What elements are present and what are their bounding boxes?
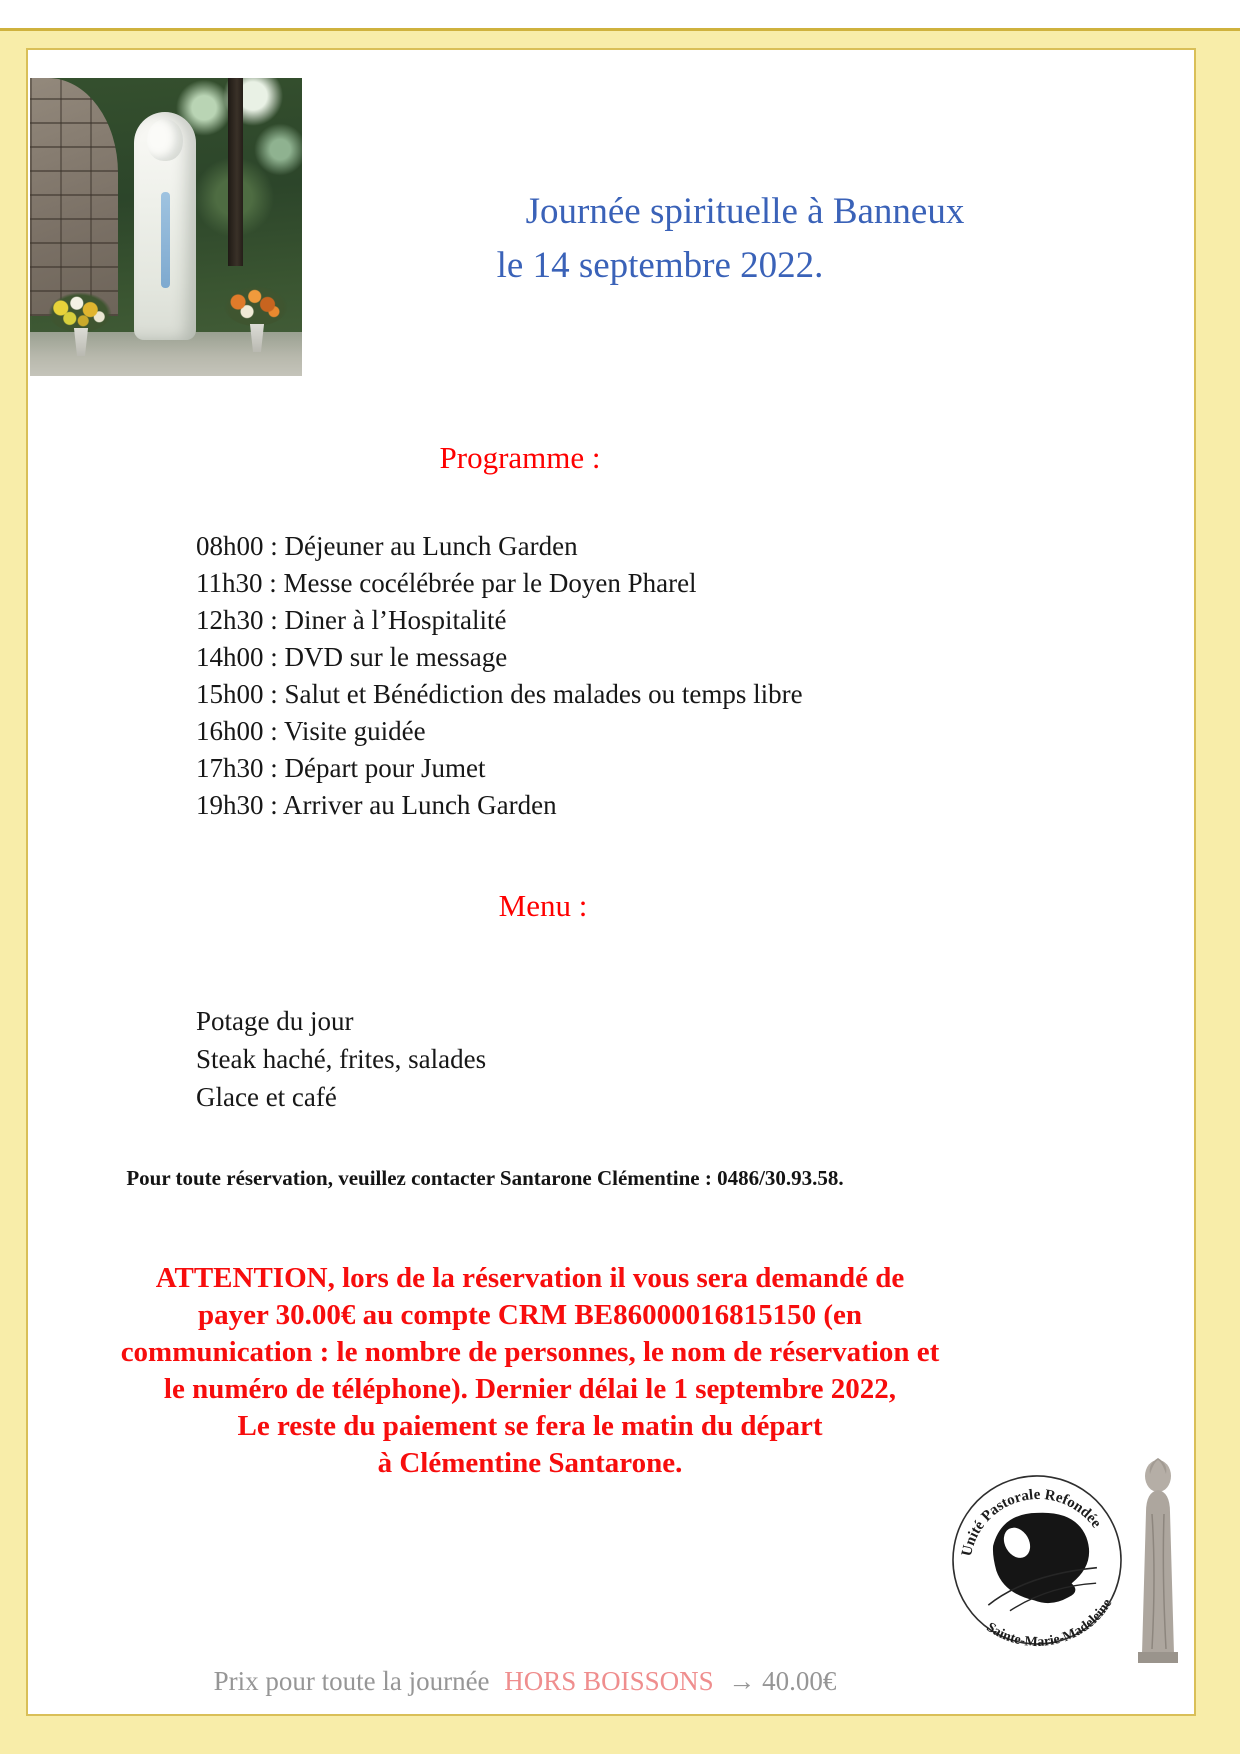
attention-line: le numéro de téléphone). Dernier délai le 1 septembre 2022, xyxy=(163,1373,897,1405)
programme-item: 14h00 : DVD sur le message xyxy=(196,642,508,672)
page-title-line2: le 14 septembre 2022. xyxy=(496,245,824,286)
svg-text:Sainte-Marie-Madeleine xyxy=(981,1594,1121,1662)
attention-line: à Clémentine Santarone. xyxy=(377,1447,683,1479)
programme-item: 08h00 : Déjeuner au Lunch Garden xyxy=(196,531,578,561)
programme-item: 17h30 : Départ pour Jumet xyxy=(196,753,486,783)
price-amount: → 40.00€ xyxy=(728,1666,837,1696)
parish-stamp-logo xyxy=(942,1452,1202,1667)
price-prefix: Prix pour toute la journée xyxy=(213,1666,490,1696)
programme-list xyxy=(196,528,803,824)
menu-item: Steak haché, frites, salades xyxy=(196,1044,487,1074)
stamp-circle-group xyxy=(942,1460,1138,1665)
menu-item: Glace et café xyxy=(196,1082,337,1112)
flower-bouquet-right xyxy=(224,286,288,326)
programme-item: 12h30 : Diner à l’Hospitalité xyxy=(196,605,507,635)
price-line xyxy=(0,1666,1050,1697)
menu-heading: Menu : xyxy=(498,888,588,923)
attention-line: payer 30.00€ au compte CRM BE86000016815150 (en xyxy=(197,1299,862,1331)
reservation-note: Pour toute réservation, veuillez contacter Santarone Clémentine : 0486/30.93.58. xyxy=(126,1166,844,1190)
page-title-line1: Journée spirituelle à Banneux xyxy=(525,191,965,232)
programme-heading: Programme : xyxy=(439,440,601,475)
menu-list xyxy=(196,1002,486,1116)
banneux-grotto-photo xyxy=(30,78,302,376)
flower-bouquet-left xyxy=(48,292,112,332)
stamp-arc-bottom-text: Sainte-Marie-Madeleine xyxy=(983,1596,1116,1651)
grotto-stone-wall xyxy=(30,78,118,316)
menu-item: Potage du jour xyxy=(196,1006,354,1036)
programme-item: 15h00 : Salut et Bénédiction des malades ou temps libre xyxy=(196,679,803,709)
stamp-arc-top-text: Unité Pastorale Refondée xyxy=(958,1486,1105,1558)
attention-line: communication : le nombre de personnes, le nom de réservation et xyxy=(120,1336,940,1368)
attention-line: ATTENTION, lors de la réservation il vous sera demandé de xyxy=(155,1262,905,1294)
programme-item: 11h30 : Messe cocélébrée par le Doyen Pharel xyxy=(196,568,697,598)
tree-trunk xyxy=(228,78,243,266)
madeleine-statue-figure xyxy=(1138,1458,1178,1663)
programme-item: 19h30 : Arriver au Lunch Garden xyxy=(196,790,557,820)
attention-line: Le reste du paiement se fera le matin du départ xyxy=(237,1410,823,1442)
price-highlight: HORS BOISSONS xyxy=(504,1666,714,1696)
attention-paragraph xyxy=(30,1260,1030,1482)
virgin-mary-statue xyxy=(134,112,196,340)
programme-item: 16h00 : Visite guidée xyxy=(196,716,426,746)
